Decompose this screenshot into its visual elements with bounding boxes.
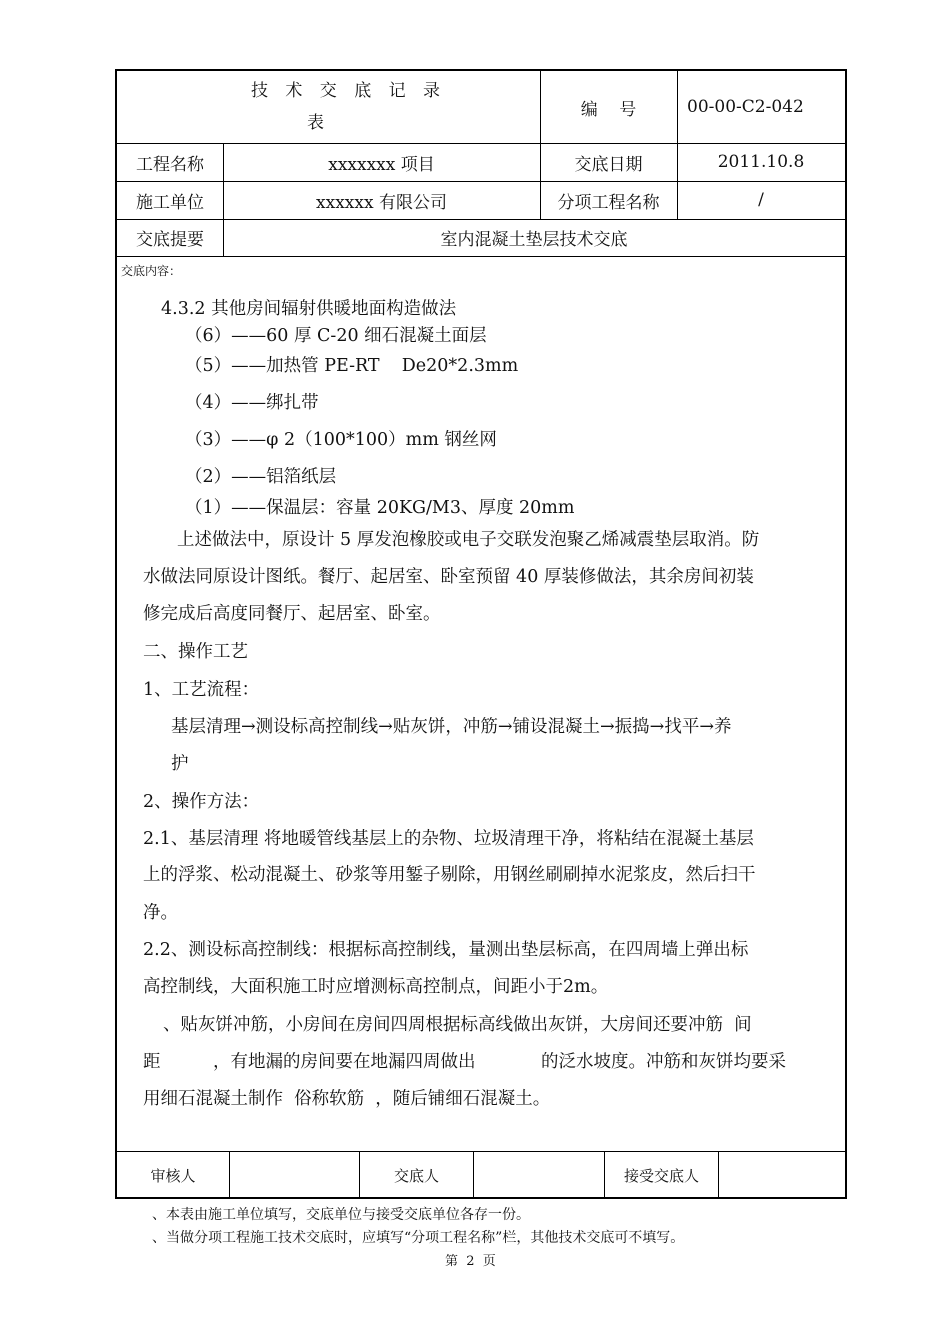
reviewer-signature-field[interactable] <box>230 1152 359 1198</box>
unit-label: 施工单位 <box>136 192 204 213</box>
discloser-signature-field[interactable] <box>474 1152 604 1198</box>
section-title: 4.3.2 其他房间辐射供暖地面构造做法 <box>161 299 457 319</box>
op-section-title: 二、操作工艺 <box>143 642 248 662</box>
subitem-label: 分项工程名称 <box>557 192 660 213</box>
flow-line: 护 <box>171 754 189 774</box>
unit-value: xxxxxx 有限公司 <box>316 192 447 213</box>
paragraph-line: 上述做法中，原设计 5 厚发泡橡胶或电子交联发泡聚乙烯减震垫层取消。防 <box>177 530 760 550</box>
method-line: 2.1、基层清理 将地暖管线基层上的杂物、垃圾清理干净，将粘结在混凝土基层 <box>143 829 754 849</box>
discloser-label: 交底人 <box>393 1166 439 1185</box>
layer-item: （2）——铝箔纸层 <box>185 467 337 487</box>
content-heading: 交底内容： <box>121 264 182 278</box>
number-value: 00-00-C2-042 <box>687 97 804 117</box>
method-line: 高控制线，大面积施工时应增测标高控制点，间距小于2m。 <box>143 977 609 997</box>
method-line: 净。 <box>143 903 178 923</box>
method-line: 2.2、测设标高控制线：根据标高控制线，量测出垫层标高，在四周墙上弹出标 <box>143 940 749 960</box>
summary-value: 室内混凝土垫层技术交底 <box>440 230 628 250</box>
date-label: 交底日期 <box>574 154 643 175</box>
paragraph-line: 修完成后高度同餐厅、起居室、卧室。 <box>143 604 441 624</box>
method-title: 2、操作方法： <box>143 792 260 812</box>
summary-label: 交底提要 <box>136 230 204 250</box>
receiver-label: 接受交底人 <box>623 1166 699 1185</box>
method-line: ，有地漏的房间要在地漏四周做出 <box>213 1052 476 1072</box>
footnote-1: 、本表由施工单位填写，交底单位与接受交底单位各存一份。 <box>152 1207 530 1223</box>
method-line: 、贴灰饼冲筋，小房间在房间四周根据标高线做出灰饼，大房间还要冲筋 间 <box>163 1015 752 1035</box>
method-line: 距 <box>143 1052 161 1072</box>
date-value: 2011.10.8 <box>717 152 805 172</box>
subitem-value: / <box>758 190 764 210</box>
reviewer-label: 审核人 <box>150 1166 196 1185</box>
flow-line: 基层清理→测设标高控制线→贴灰饼，冲筋→铺设混凝土→振捣→找平→养 <box>171 717 732 737</box>
layer-item: （1）——保温层：容量 20KG/M3、厚度 20mm <box>185 498 575 518</box>
layer-item: （3）——φ 2（100*100）mm 钢丝网 <box>185 430 497 450</box>
layer-item: （4）——绑扎带 <box>185 393 319 413</box>
form-title-line1: 技 术 交 底 记 录 <box>250 81 447 101</box>
project-name-label: 工程名称 <box>136 154 204 175</box>
method-line: 的泛水坡度。冲筋和灰饼均要采 <box>541 1052 786 1072</box>
form-title-line2: 表 <box>307 113 330 133</box>
method-line: 用细石混凝土制作 俗称软筋 ，随后铺细石混凝土。 <box>143 1089 551 1109</box>
row-divider <box>115 256 847 257</box>
layer-item: （6）——60 厚 C-20 细石混凝土面层 <box>185 326 487 346</box>
flow-title: 1、工艺流程： <box>143 680 260 700</box>
footnote-2: 、当做分项工程施工技术交底时，应填写“分项工程名称”栏，其他技术交底可不填写。 <box>152 1230 685 1246</box>
paragraph-line: 水做法同原设计图纸。餐厅、起居室、卧室预留 40 厚装修做法，其余房间初装 <box>143 567 754 587</box>
receiver-signature-field[interactable] <box>719 1152 845 1198</box>
number-label: 编 号 <box>580 99 637 120</box>
project-name-value: xxxxxxx 项目 <box>328 154 435 175</box>
layer-item: （5）——加热管 PE-RT De20*2.3mm <box>185 356 519 376</box>
page-number: 第 2 页 <box>445 1254 496 1269</box>
form-title <box>117 71 540 143</box>
method-line: 上的浮浆、松动混凝土、砂浆等用錾子剔除，用钢丝刷刷掉水泥浆皮，然后扫干 <box>143 865 756 885</box>
